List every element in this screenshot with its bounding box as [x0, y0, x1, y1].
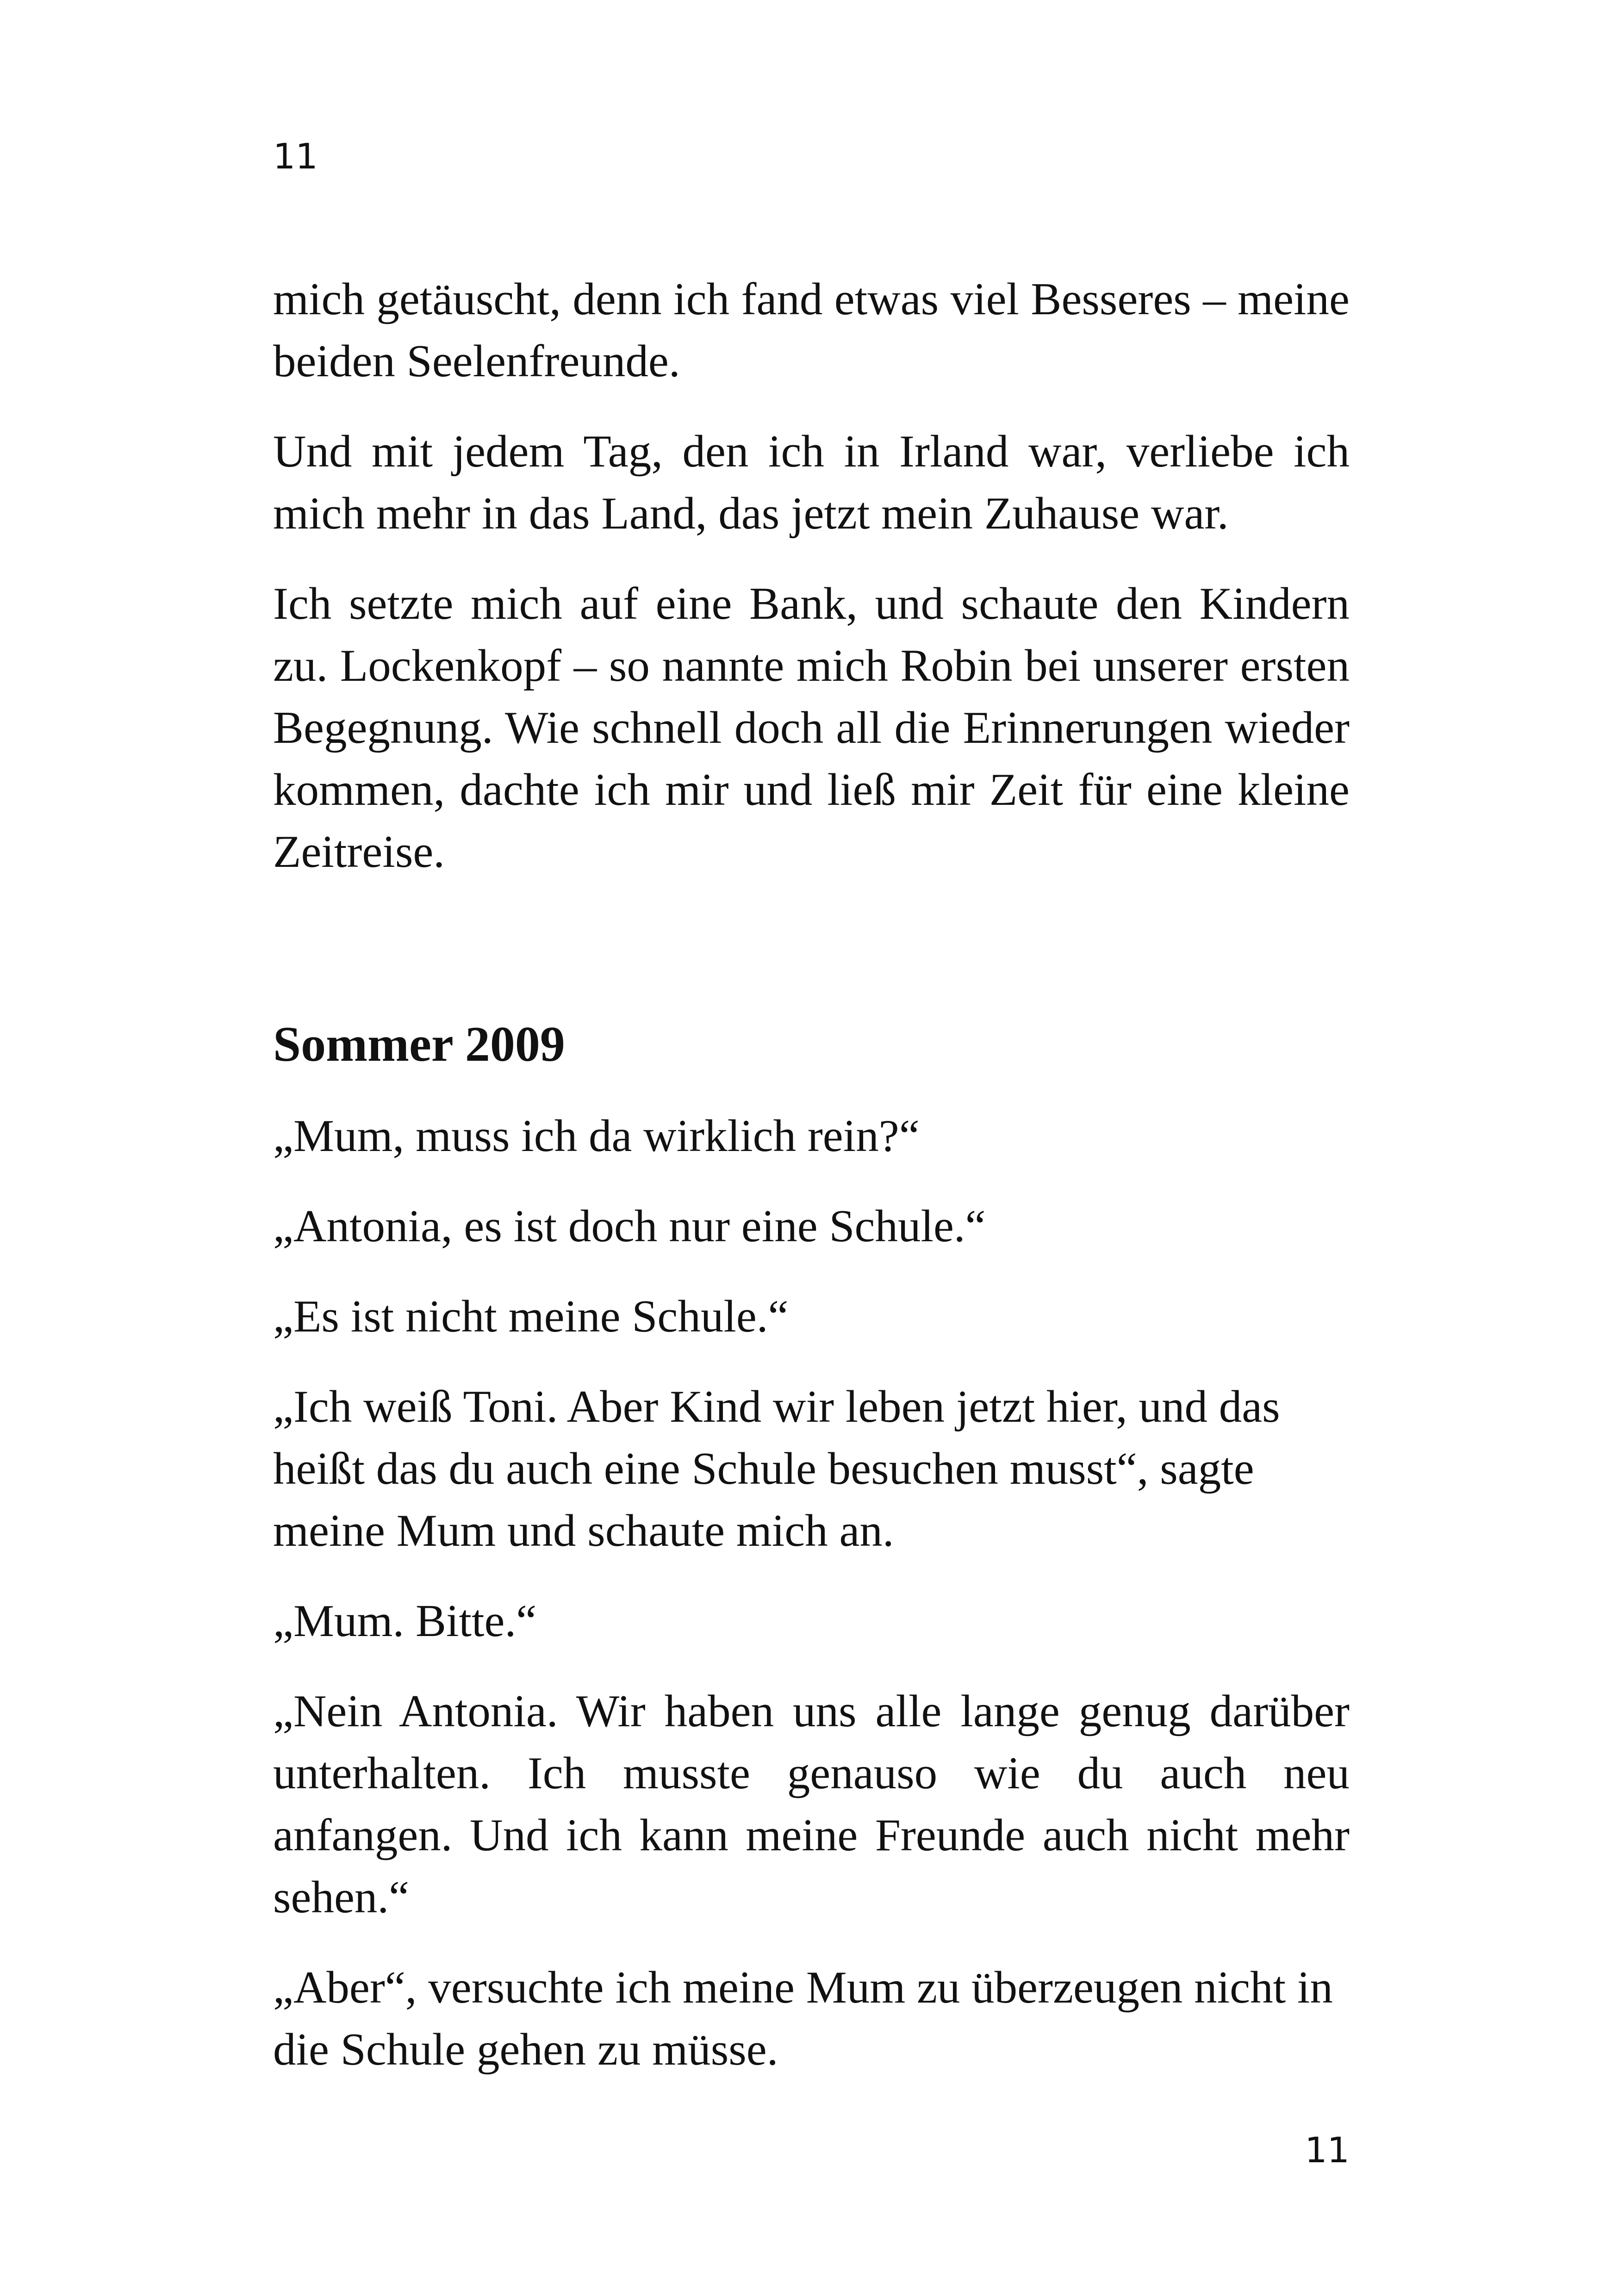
dialogue-paragraph-6: „Nein Antonia. Wir haben uns alle lange genug darüber unterhalten. Ich musste genauso wie du auch neu anfangen. Und ich kann meine Freunde auch nicht mehr sehen.“ [273, 1686, 1350, 1923]
dialogue-paragraph-7: „Aber“, versuchte ich meine Mum zu überzeugen nicht in die Schule gehen zu müsse. [273, 1962, 1333, 2075]
dialogue-paragraph-3: „Es ist nicht meine Schule.“ [273, 1291, 789, 1342]
page-number-top: 11 [273, 136, 318, 177]
chapter-heading: Sommer 2009 [273, 1017, 565, 1072]
dialogue-paragraph-2: „Antonia, es ist doch nur eine Schule.“ [273, 1201, 986, 1251]
intro-paragraph-3: Ich setzte mich auf eine Bank, und schaute den Kindern zu. Lockenkopf – so nannte mich Robin bei unserer ersten Begegnung. Wie schnell doch all die Erinnerungen wieder kommen, dachte ich mir und ließ mir Zeit für eine kleine Zeitreise. [273, 579, 1350, 877]
dialogue-paragraph-5: „Mum. Bitte.“ [273, 1596, 537, 1646]
page-number-bottom: 11 [1305, 2129, 1350, 2171]
intro-paragraph-1: mich getäuscht, denn ich fand etwas viel Besseres – meine beiden Seelenfreunde. [273, 274, 1350, 386]
intro-paragraph-2: Und mit jedem Tag, den ich in Irland war, verliebe ich mich mehr in das Land, das jetzt mein Zuhause war. [273, 426, 1350, 539]
dialogue-paragraph-1: „Mum, muss ich da wirklich rein?“ [273, 1111, 920, 1161]
dialogue-paragraph-4: „Ich weiß Toni. Aber Kind wir leben jetzt hier, und das heißt das du auch eine Schule besuchen musst“, sagte meine Mum und schaute mich an. [273, 1381, 1280, 1556]
body-text [273, 268, 1350, 2109]
